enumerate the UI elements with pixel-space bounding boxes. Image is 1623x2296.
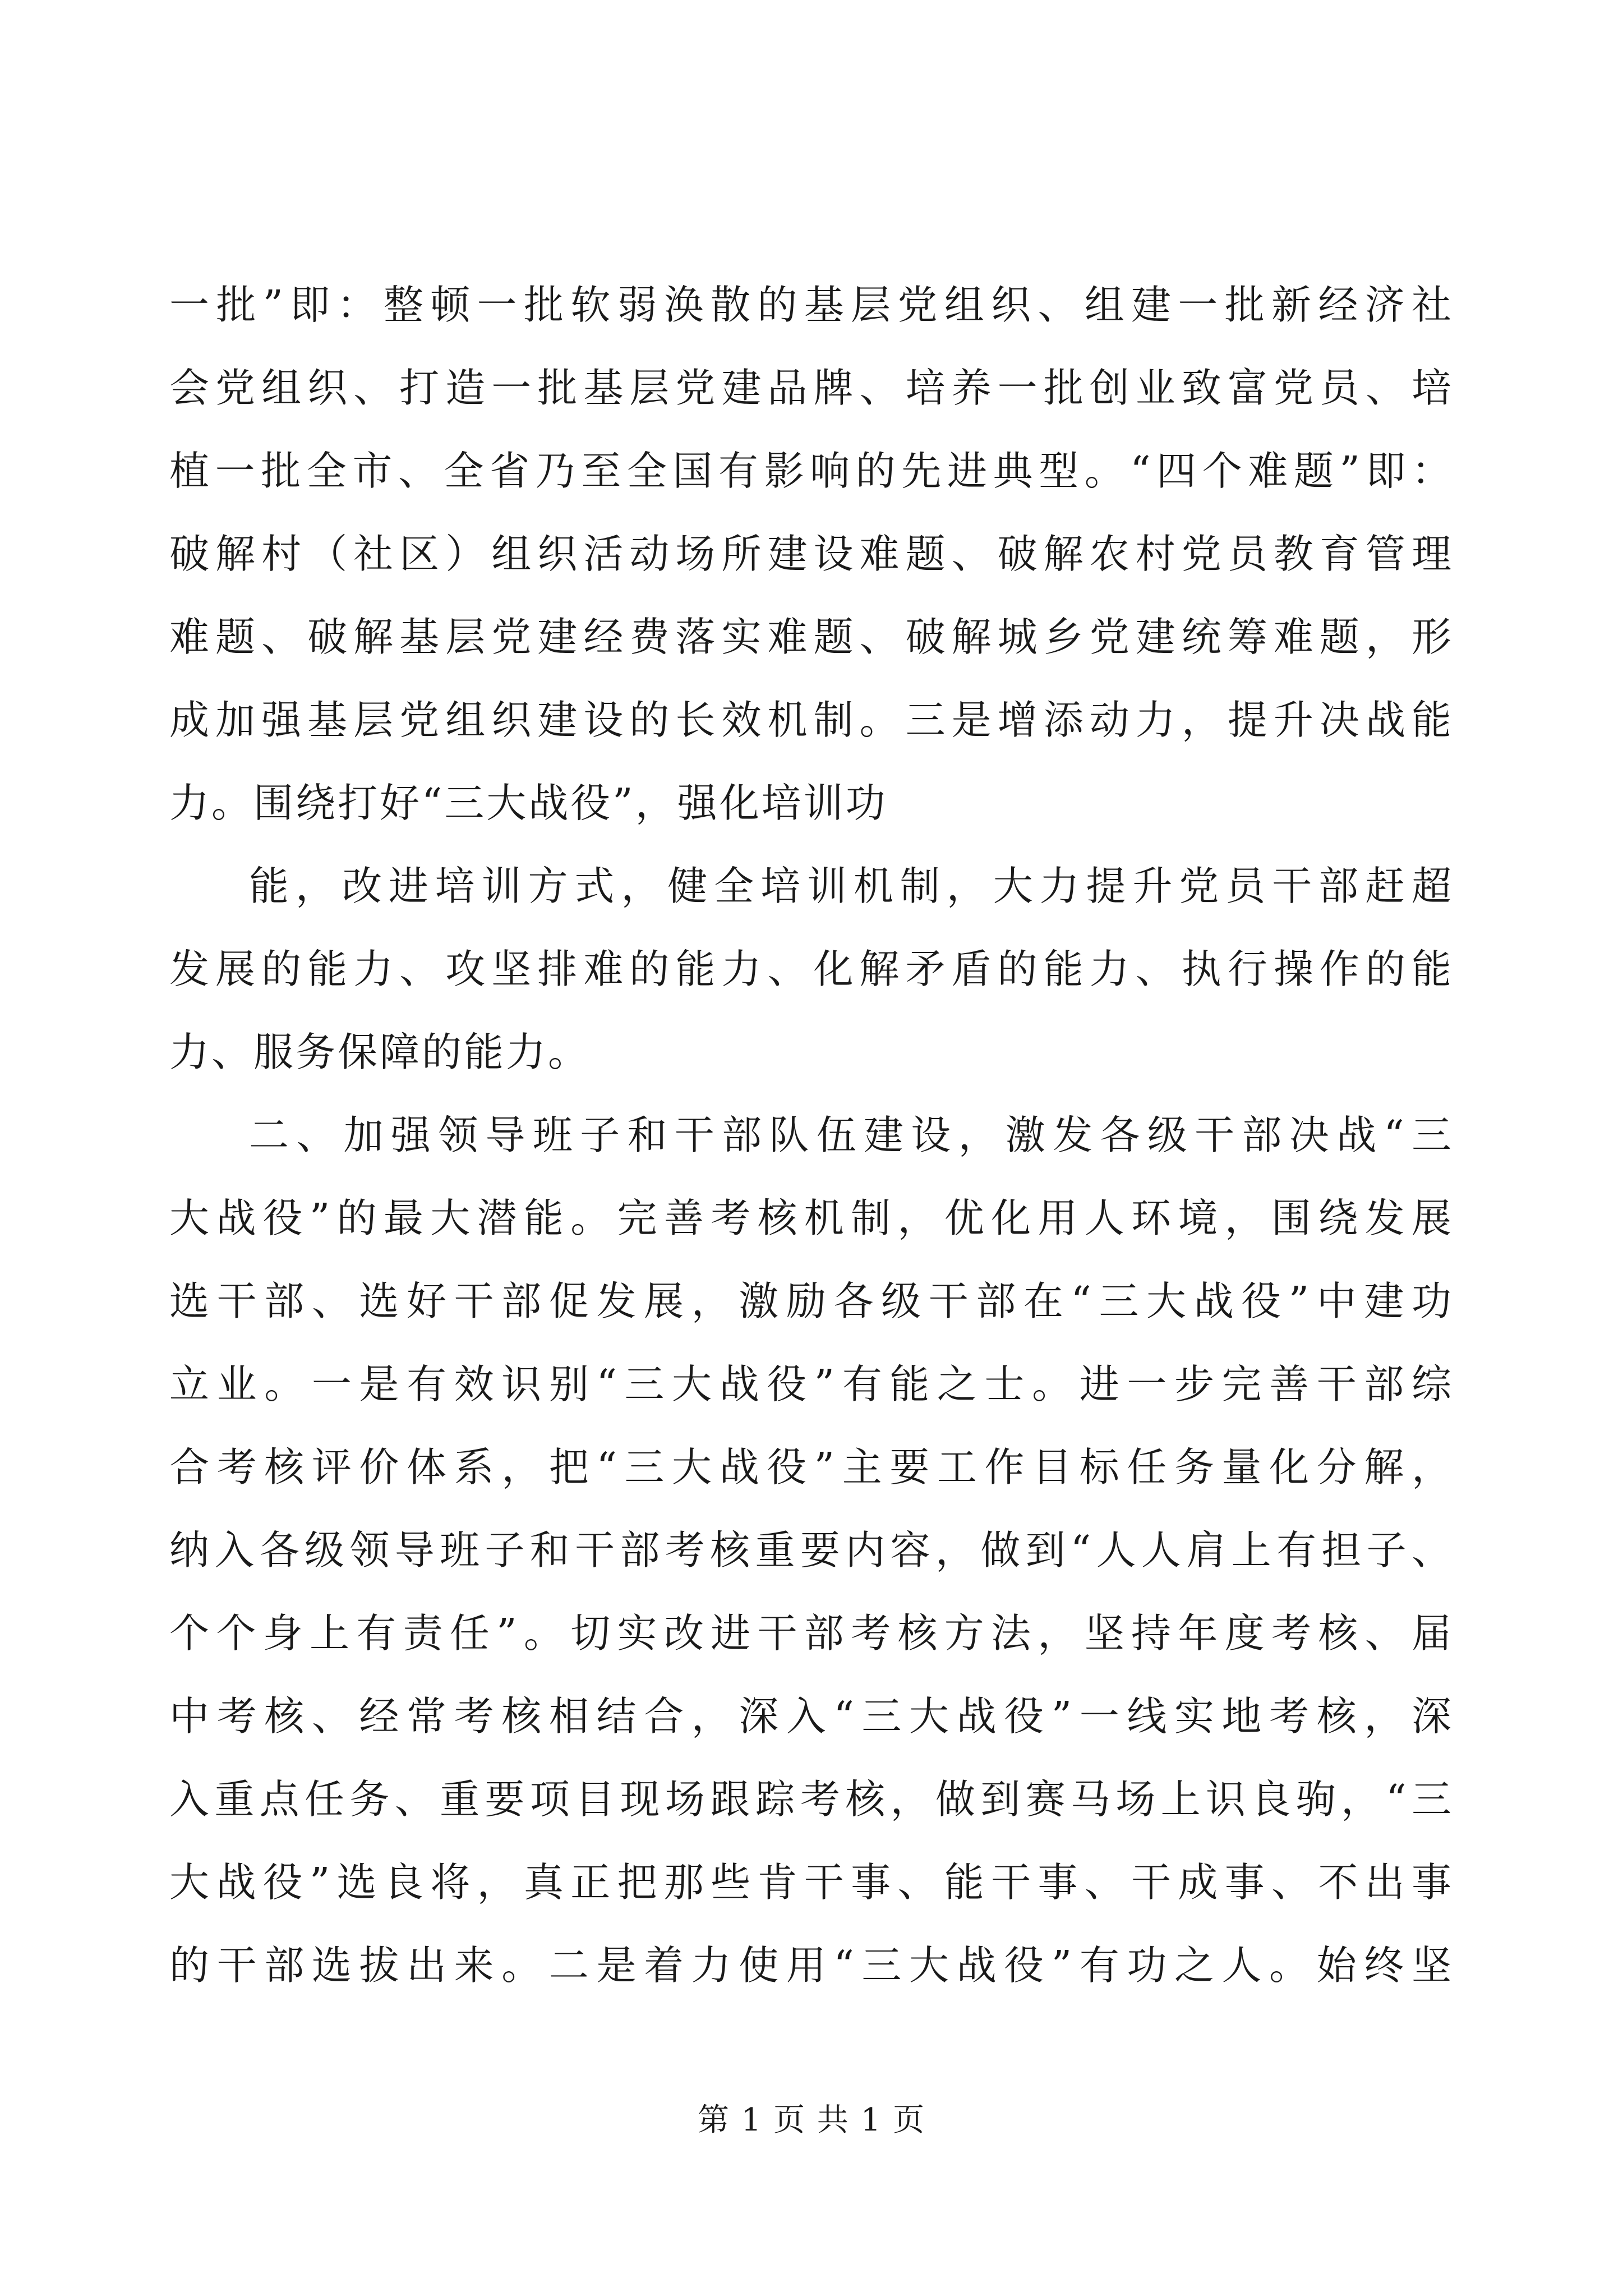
text-line: 植一批全市、全省乃至全国有影响的先进典型。“四个难题”即： [169,448,1454,494]
text-line: 中考核、经常考核相结合，深入“三大战役”一线实地考核，深 [169,1693,1454,1740]
page-number-footer: 第 1 页 共 1 页 [697,2102,926,2138]
text-line: 成加强基层党组织建设的长效机制。三是增添动力，提升决战能 [169,697,1454,743]
text-line-paragraph-start: 能，改进培训方式，健全培训机制，大力提升党员干部赶超 [249,863,1454,909]
text-line: 合考核评价体系，把“三大战役”主要工作目标任务量化分解， [169,1444,1454,1490]
text-line: 会党组织、打造一批基层党建品牌、培养一批创业致富党员、培 [169,365,1454,411]
text-line: 纳入各级领导班子和干部考核重要内容，做到“人人肩上有担子、 [169,1527,1454,1573]
text-line-last: 力、服务保障的能力。 [169,1029,591,1075]
text-line: 入重点任务、重要项目现场跟踪考核，做到赛马场上识良驹，“三 [169,1776,1454,1823]
text-line: 发展的能力、攻坚排难的能力、化解矛盾的能力、执行操作的能 [169,946,1454,992]
text-line: 选干部、选好干部促发展，激励各级干部在“三大战役”中建功 [169,1278,1454,1324]
text-line-paragraph-start: 二、加强领导班子和干部队伍建设，激发各级干部决战“三 [249,1112,1454,1158]
text-line: 难题、破解基层党建经费落实难题、破解城乡党建统筹难题，形 [169,614,1454,660]
text-line: 大战役”选良将，真正把那些肯干事、能干事、干成事、不出事 [169,1859,1454,1906]
text-line: 个个身上有责任”。切实改进干部考核方法，坚持年度考核、届 [169,1610,1454,1657]
text-line: 大战役”的最大潜能。完善考核机制，优化用人环境，围绕发展 [169,1195,1454,1241]
text-line: 一批”即：整顿一批软弱涣散的基层党组织、组建一批新经济社 [169,282,1454,328]
text-line: 的干部选拔出来。二是着力使用“三大战役”有功之人。始终坚 [169,1942,1454,1989]
text-line-last: 力。围绕打好“三大战役”，强化培训功 [169,780,888,826]
document-body [169,264,1454,2007]
text-line: 立业。一是有效识别“三大战役”有能之士。进一步完善干部综 [169,1361,1454,1407]
text-line: 破解村（社区）组织活动场所建设难题、破解农村党员教育管理 [169,531,1454,577]
